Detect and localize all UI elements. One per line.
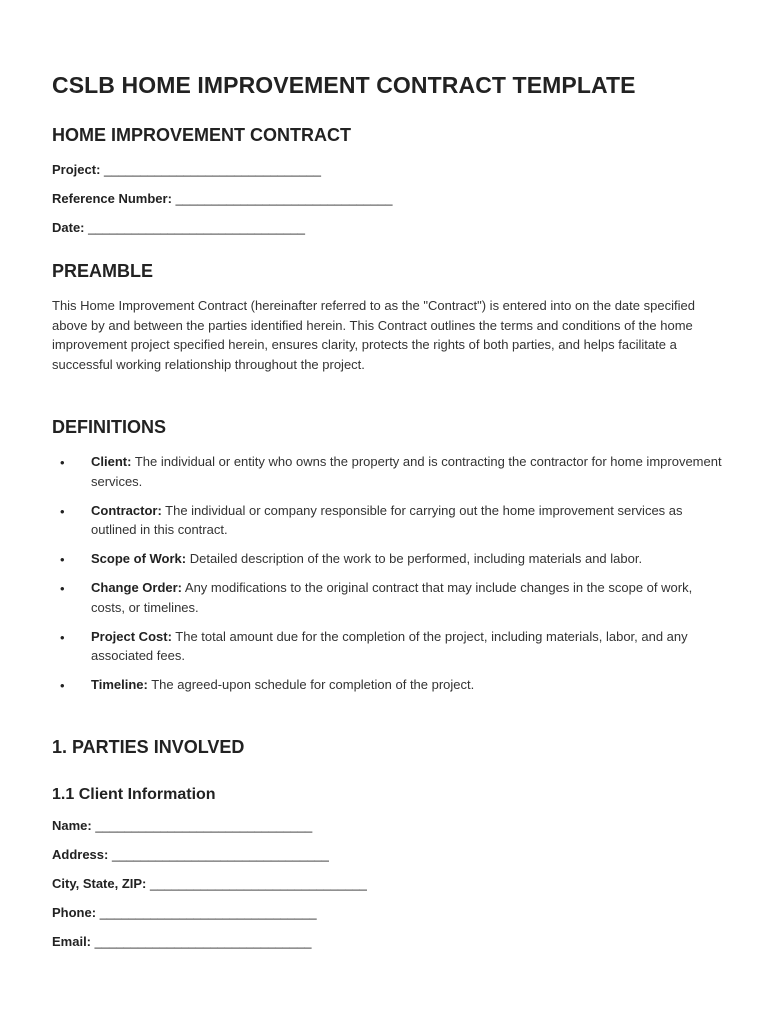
client-city-state-zip-label: City, State, ZIP: — [52, 876, 147, 891]
definition-item — [52, 452, 722, 491]
client-phone-blank: ______________________________ — [99, 905, 317, 920]
parties-heading: 1. PARTIES INVOLVED — [52, 737, 245, 757]
client-address-field — [52, 847, 329, 862]
reference-number-label: Reference Number: — [52, 191, 172, 206]
project-field — [52, 162, 321, 177]
reference-number-field — [52, 191, 392, 206]
client-email-label: Email: — [52, 934, 92, 949]
bullet-icon: • — [60, 503, 65, 519]
client-address-blank: ______________________________ — [111, 847, 329, 862]
client-address-label: Address: — [52, 847, 109, 862]
bullet-icon: • — [60, 581, 65, 596]
definition-text: Any modifications to the original contract that may include changes in the scope of work, costs, or timelines. — [91, 580, 693, 615]
definition-term: Client: — [91, 454, 132, 469]
date-label: Date: — [52, 220, 85, 235]
client-name-field — [52, 818, 312, 833]
client-phone-label: Phone: — [52, 905, 97, 920]
bullet-icon: • — [60, 455, 65, 470]
definitions-list — [52, 452, 722, 704]
definition-item — [52, 501, 722, 540]
preamble-heading: PREAMBLE — [52, 261, 154, 281]
contract-heading: HOME IMPROVEMENT CONTRACT — [52, 125, 351, 145]
definition-term: Contractor: — [91, 502, 162, 518]
definition-term: Change Order: — [91, 580, 183, 595]
definition-text: The individual or company responsible for carrying out the home improvement services as outlined in this contract. — [91, 502, 683, 537]
definition-term: Timeline: — [91, 677, 148, 692]
preamble-text: This Home Improvement Contract (hereinafter referred to as the "Contract") is entered into on the date specified above by and between the parties identified herein. This Contract outlines the terms and conditions of the home improvement project specified herein, ensures clarity, protects the rights of both parties, and helps facilitate a successful working relationship throughout the project. — [52, 298, 695, 372]
client-name-blank: ______________________________ — [95, 818, 313, 833]
definition-item — [52, 675, 722, 695]
definition-item — [52, 578, 722, 617]
client-phone-field — [52, 905, 317, 920]
definition-text: The individual or entity who owns the property and is contracting the contractor for home improvement services. — [91, 454, 722, 489]
date-field — [52, 220, 305, 235]
project-blank: ______________________________ — [104, 162, 321, 177]
client-email-blank: ______________________________ — [94, 934, 312, 949]
client-city-state-zip-field — [52, 876, 367, 891]
client-information-heading: 1.1 Client Information — [52, 786, 216, 803]
definition-text: Detailed description of the work to be performed, including materials and labor. — [186, 551, 643, 566]
client-email-field — [52, 934, 312, 949]
bullet-icon: • — [60, 629, 65, 645]
document-title: CSLB HOME IMPROVEMENT CONTRACT TEMPLATE — [52, 72, 636, 98]
client-name-label: Name: — [52, 818, 92, 833]
bullet-icon: • — [60, 552, 65, 567]
project-label: Project: — [52, 162, 101, 177]
definition-term: Project Cost: — [91, 628, 172, 644]
client-city-state-zip-blank: ______________________________ — [150, 876, 367, 891]
definitions-heading: DEFINITIONS — [52, 417, 167, 437]
definition-item — [52, 549, 722, 569]
definition-text: The agreed-upon schedule for completion of the project. — [147, 677, 475, 692]
definition-item — [52, 627, 722, 666]
definition-text: The total amount due for the completion of the project, including materials, labor, and any associated fees. — [91, 628, 688, 663]
reference-number-blank: ______________________________ — [175, 191, 393, 206]
date-blank: ______________________________ — [88, 220, 306, 235]
bullet-icon: • — [60, 678, 65, 693]
definition-term: Scope of Work: — [91, 551, 187, 566]
